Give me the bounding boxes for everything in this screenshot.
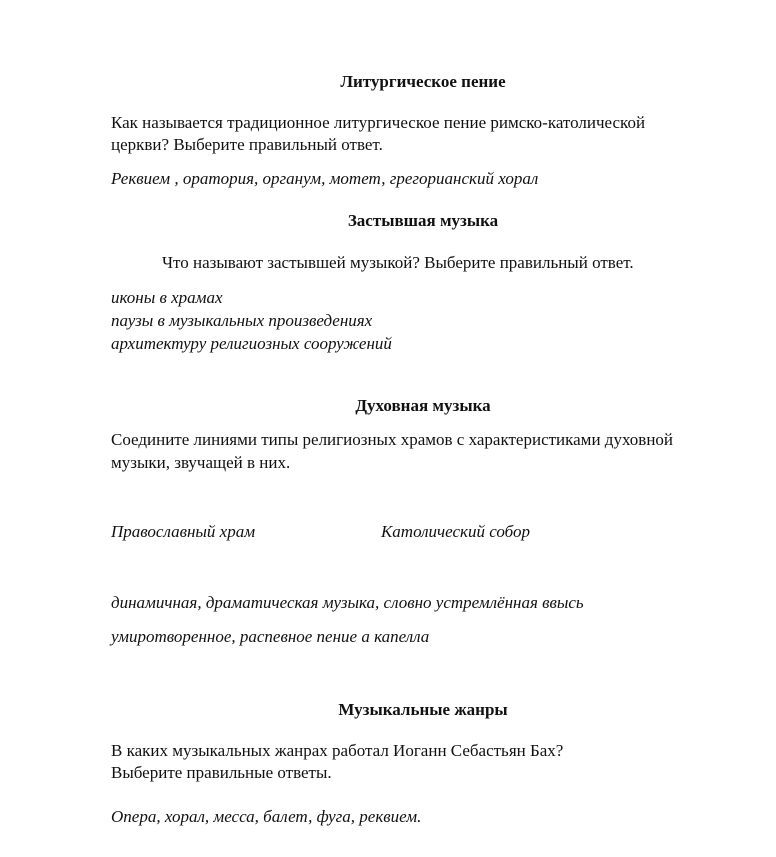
answer-options: Реквием , оратория, органум, мотет, грегорианский хорал [111,169,539,188]
question-line: В каких музыкальных жанрах работал Иоганн Себастьян Бах? [111,741,564,760]
answer-option: архитектуру религиозных сооружений [111,334,392,353]
section-heading-musical-genres: Музыкальные жанры [338,700,508,719]
section-heading-frozen-music: Застывшая музыка [347,211,499,230]
answer-option: иконы в храмах [111,288,223,307]
temple-type: Католический собор [381,522,530,541]
question-line: церкви? Выберите правильный ответ. [111,135,383,154]
answer-option: паузы в музыкальных произведениях [111,311,373,330]
music-characteristic: умиротворенное, распевное пение а капелла [111,627,430,646]
question-line: Что называют застывшей музыкой? Выберите правильный ответ. [162,253,634,272]
answer-options: Опера, хорал, месса, балет, фуга, реквием. [111,807,422,826]
section-heading-liturgical-chant: Литургическое пение [340,72,506,91]
question-line: Как называется традиционное литургическое пение римско-католической [111,113,646,132]
section-heading-sacred-music: Духовная музыка [355,396,491,415]
question-line: Выберите правильные ответы. [111,763,332,782]
temple-type: Православный храм [111,522,256,541]
question-line: Соедините линиями типы религиозных храмов с характеристиками духовной [111,430,674,449]
question-line: музыки, звучащей в них. [111,453,291,472]
music-characteristic: динамичная, драматическая музыка, словно устремлённая ввысь [111,593,584,612]
